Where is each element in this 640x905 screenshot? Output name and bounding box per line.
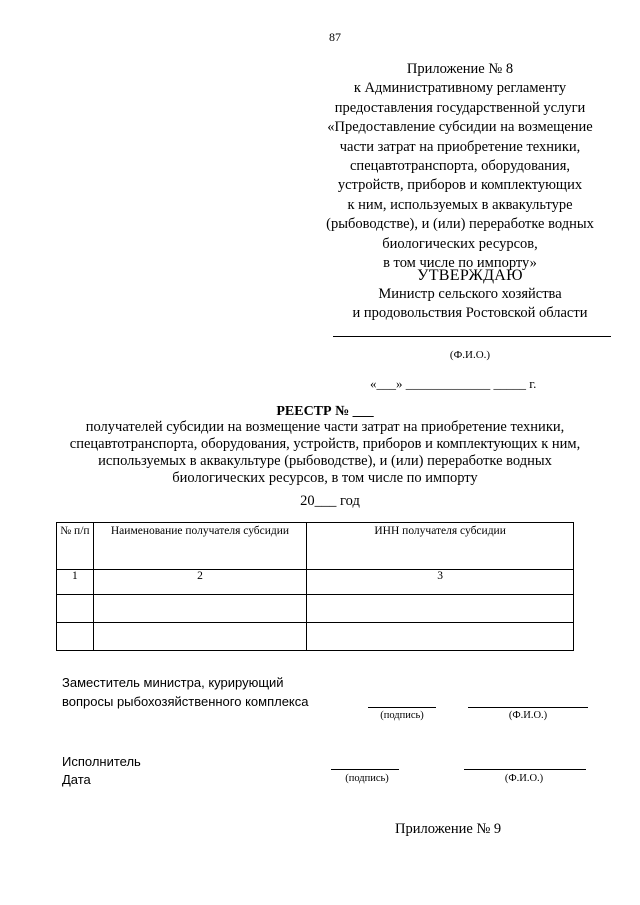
annex-header-line: к Административному регламенту bbox=[353, 80, 567, 97]
annex-header-line: устройств, приборов и комплектующих bbox=[337, 177, 583, 194]
executor-signature-line bbox=[331, 769, 399, 770]
header-cell-recipient-inn: ИНН получателя субсидии bbox=[307, 523, 574, 570]
annex-header-line: «Предоставление субсидии на возмещение bbox=[327, 119, 593, 136]
approval-fio-caption: (Ф.И.О.) bbox=[449, 349, 491, 361]
recipients-table bbox=[56, 522, 574, 651]
executor-fio-line bbox=[464, 769, 586, 770]
table-cell bbox=[57, 595, 94, 623]
header-cell-recipient-name: Наименование получателя субсидии bbox=[93, 523, 307, 570]
annex-header-line: (рыбоводстве), и (или) переработке водных bbox=[326, 216, 594, 233]
annex-header-line: предоставления государственной услуги bbox=[334, 99, 586, 116]
registry-description-line: биологических ресурсов, в том числе по импорту bbox=[172, 470, 478, 486]
table-cell bbox=[307, 595, 574, 623]
registry-description bbox=[60, 419, 590, 487]
table-cell bbox=[57, 623, 94, 651]
approval-signature-line bbox=[333, 336, 611, 337]
registry-description-line: используемых в аквакультуре (рыбоводстве), и (или) переработке водных bbox=[98, 453, 552, 469]
column-number-cell: 2 bbox=[93, 570, 307, 595]
header-cell-number: № п/п bbox=[57, 523, 94, 570]
table-numbering-row bbox=[57, 570, 574, 595]
deputy-signature-caption: (подпись) bbox=[380, 710, 424, 721]
table-cell bbox=[93, 623, 307, 651]
table-cell bbox=[307, 623, 574, 651]
registry-description-line: получателей субсидии на возмещение части затрат на приобретение техники, bbox=[85, 419, 565, 435]
table-header-row bbox=[57, 523, 574, 570]
annex-header-line: части затрат на приобретение техники, bbox=[339, 138, 581, 155]
table-row bbox=[57, 595, 574, 623]
deputy-signature-line bbox=[368, 707, 436, 708]
registry-description-line: спецавтотранспорта, оборудования, устройств, приборов и комплектующих к ним, bbox=[69, 436, 581, 452]
annex-header-line: Приложение № 8 bbox=[406, 61, 514, 77]
annex-header-line: к ним, используемых в аквакультуре bbox=[347, 196, 573, 213]
deputy-minister-line: вопросы рыбохозяйственного комплекса bbox=[62, 694, 309, 709]
deputy-fio-line bbox=[468, 707, 588, 708]
next-annex-title: Приложение № 9 bbox=[395, 821, 502, 837]
annex-header bbox=[295, 60, 625, 273]
approval-block bbox=[330, 266, 610, 323]
annex-header-line: спецавтотранспорта, оборудования, bbox=[350, 158, 570, 175]
column-number-cell: 3 bbox=[307, 570, 574, 595]
approval-title: УТВЕРЖДАЮ bbox=[417, 267, 523, 284]
approval-position-line: и продовольствия Ростовской области bbox=[352, 305, 588, 321]
annex-header-line: биологических ресурсов, bbox=[382, 235, 538, 252]
column-number-cell: 1 bbox=[57, 570, 94, 595]
approval-position-line: Министр сельского хозяйства bbox=[378, 286, 562, 302]
deputy-fio-caption: (Ф.И.О.) bbox=[508, 710, 548, 721]
executor-signature-caption: (подпись) bbox=[345, 773, 389, 784]
page-number: 87 bbox=[329, 30, 341, 44]
registry-title: РЕЕСТР № ___ bbox=[276, 404, 374, 419]
table-row bbox=[57, 623, 574, 651]
executor-block bbox=[62, 753, 262, 789]
deputy-minister-line: Заместитель министра, курирующий bbox=[62, 675, 284, 690]
deputy-minister-label bbox=[62, 673, 362, 711]
annex-header-line: в том числе по импорту» bbox=[383, 255, 537, 272]
approval-date-line: «___» _____________ _____ г. bbox=[370, 376, 537, 391]
executor-fio-caption: (Ф.И.О.) bbox=[504, 773, 544, 784]
table-cell bbox=[93, 595, 307, 623]
registry-year: 20___ год bbox=[300, 493, 360, 509]
executor-label: Исполнитель bbox=[62, 754, 141, 769]
date-label: Дата bbox=[62, 772, 91, 787]
